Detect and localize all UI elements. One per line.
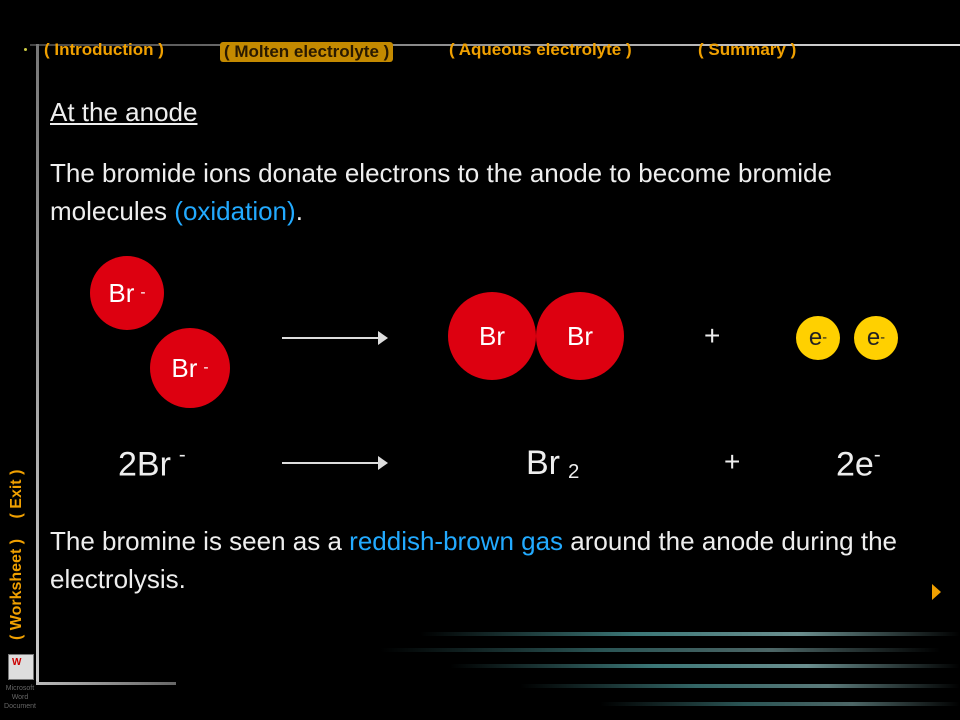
reaction-arrow-diagram <box>282 337 382 339</box>
equation-lhs <box>118 444 186 484</box>
equation-lhs-charge: - <box>178 444 186 466</box>
bottom-frame-line <box>36 682 176 685</box>
nav-summary-link[interactable]: ( Summary ) <box>698 40 797 59</box>
equation-electrons-charge: - <box>873 444 881 466</box>
bromine-paragraph <box>50 522 910 598</box>
molecule-atom-label: Br <box>479 320 505 351</box>
decor-streak <box>420 632 960 636</box>
left-frame-line <box>36 44 39 684</box>
ion-label: Br <box>108 277 135 308</box>
next-slide-arrow-icon[interactable] <box>932 584 941 600</box>
equation-electrons-symbol: 2e <box>836 445 874 484</box>
equation-rhs-symbol: Br <box>526 444 560 482</box>
exit-link[interactable]: ( Exit ) <box>8 469 25 519</box>
equation-rhs-bromine <box>526 444 579 484</box>
nav-introduction-link[interactable]: ( Introduction ) <box>44 40 164 59</box>
bromide-ion-2 <box>150 328 230 408</box>
molecule-atom-1 <box>448 292 536 380</box>
electron-label: e <box>866 324 881 351</box>
electron-charge: - <box>822 330 828 346</box>
molecule-atom-label: Br <box>567 320 593 351</box>
electron-2 <box>854 316 898 360</box>
electron-charge: - <box>880 330 886 346</box>
molecule-atom-2 <box>536 292 624 380</box>
decor-streak <box>380 648 940 652</box>
word-document-label: Microsoft Word Document <box>4 685 36 710</box>
decor-streak <box>520 684 960 688</box>
ion-charge: - <box>203 359 209 376</box>
ion-charge: - <box>140 284 146 301</box>
electron-1 <box>796 316 840 360</box>
nav-molten-electrolyte-link[interactable]: ( Molten electrolyte ) <box>220 42 393 62</box>
gas-highlight: reddish-brown gas <box>349 526 564 556</box>
electron-label: e <box>808 324 823 351</box>
para2-end: around the anode during the electrolysis. <box>50 526 897 594</box>
oxidation-paragraph <box>50 154 910 230</box>
oxidation-highlight: (oxidation) <box>174 196 296 226</box>
nav-aqueous-electrolyte-link[interactable]: ( Aqueous electrolyte ) <box>449 40 632 59</box>
decor-streak <box>600 702 960 706</box>
para1-end: . <box>295 196 303 226</box>
plus-sign-equation: + <box>724 446 741 477</box>
word-document-icon[interactable] <box>8 654 34 680</box>
ion-label: Br <box>171 352 198 383</box>
reaction-arrow-equation <box>282 462 382 464</box>
section-heading: At the anode <box>50 97 198 127</box>
para1-text: The bromide ions donate electrons to the anode to become bromide molecules <box>50 158 832 226</box>
equation-lhs-symbol: 2Br <box>118 445 171 484</box>
decor-dot <box>24 48 27 51</box>
para2-text: The bromine is seen as a <box>50 526 350 556</box>
equation-rhs-subscript: 2 <box>568 461 580 484</box>
plus-sign-diagram: + <box>704 320 721 351</box>
bromide-ion-1 <box>90 256 164 330</box>
decor-streak <box>450 664 960 668</box>
worksheet-link[interactable]: ( Worksheet ) <box>8 538 25 640</box>
equation-rhs-electrons <box>836 444 881 484</box>
